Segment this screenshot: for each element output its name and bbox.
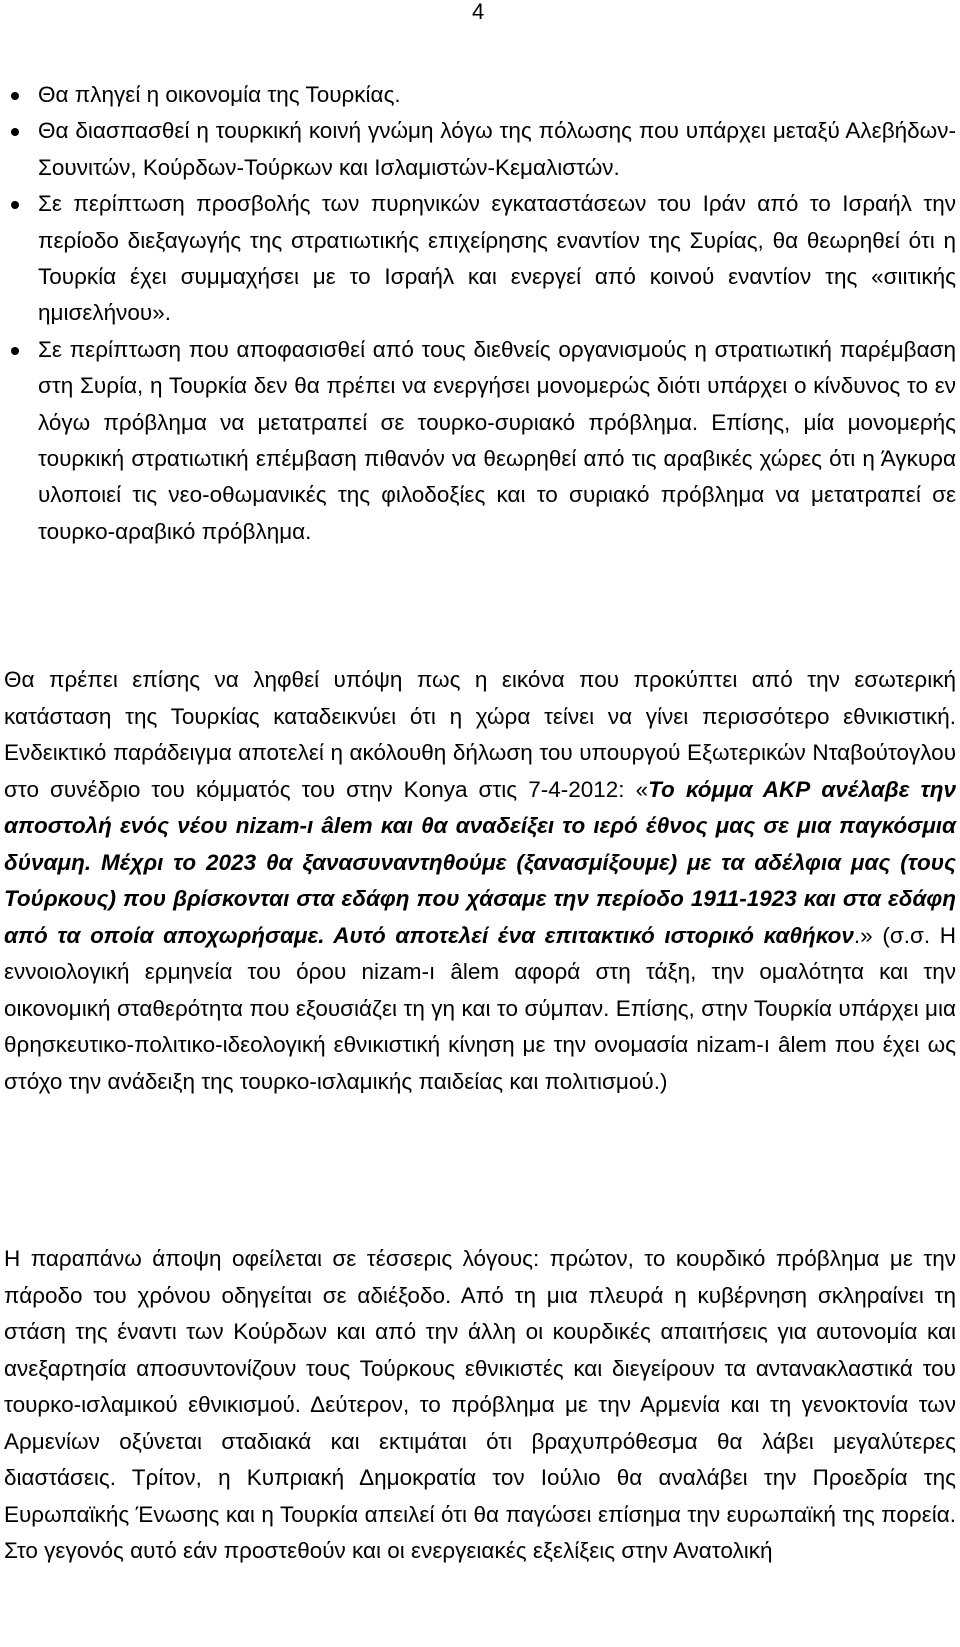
bullet-list — [4, 77, 956, 550]
bullet-icon — [11, 347, 19, 355]
list-item — [4, 77, 956, 113]
bullet-icon — [11, 92, 19, 100]
list-item-text: Θα διασπασθεί η τουρκική κοινή γνώμη λόγω της πόλωσης που υπάρχει μεταξύ Αλεβήδων-Σουνιτών, Κούρδων-Τούρκων και Ισλαμιστών-Κεμαλιστών. — [38, 118, 956, 180]
page-number: 4 — [472, 0, 485, 24]
bullet-icon — [11, 201, 19, 209]
list-item-text: Θα πληγεί η οικονομία της Τουρκίας. — [38, 82, 401, 107]
list-item-text: Σε περίπτωση που αποφασισθεί από τους διεθνείς οργανισμούς η στρατιωτική παρέμβαση στη Συρία, η Τουρκία δεν θα πρέπει να ενεργήσει μονομερώς διότι υπάρχει ο κίνδυνος το εν λόγω πρόβλημα να μετατραπεί σε τουρκο-συριακό πρόβλημα. Επίσης, μία μονομερής τουρκική στρατιωτική επέμβαση πιθανόν να θεωρηθεί από τις αραβικές χώρες ότι η Άγκυρα υλοποιεί τις νεο-οθωμανικές της φιλοδοξίες και το συριακό πρόβλημα να μετατραπεί σε τουρκο-αραβικό πρόβλημα. — [38, 336, 956, 544]
paragraph-reasons: Η παραπάνω άποψη οφείλεται σε τέσσερις λόγους: πρώτον, το κουρδικό πρόβλημα με την πάροδο του χρόνου οδηγείται σε αδιέξοδο. Από τη μια πλευρά η κυβέρνηση σκληραίνει τη στάση της έναντι των Κούρδων και από την άλλη οι κουρδικές απαιτήσεις για αυτονομία και ανεξαρτησία αποσυντονίζουν τους Τούρκους εθνικιστές και διεγείρουν τα αντανακλαστικά του τουρκο-ισλαμικού εθνικισμού. Δεύτερον, το πρόβλημα με την Αρμενία και τη γενοκτονία των Αρμενίων οξύνεται σταδιακά και εκτιμάται ότι βραχυπρόθεσμα θα λάβει μεγαλύτερες διαστάσεις. Τρίτον, η Κυπριακή Δημοκρατία τον Ιούλιο θα αναλάβει την Προεδρία της Ευρωπαϊκής Ένωσης και η Τουρκία απειλεί ότι θα παγώσει επίσημα την ευρωπαϊκή της πορεία. Στο γεγονός αυτό εάν προστεθούν και οι ενεργειακές εξελίξεις στην Ανατολική — [4, 1246, 956, 1563]
list-item — [4, 332, 956, 550]
paragraph-intro: Θα πρέπει επίσης να ληφθεί υπόψη πως η εικόνα που προκύπτει από την εσωτερική κατάσταση της Τουρκίας καταδεικνύει ότι η χώρα τείνει να γίνει περισσότερο εθνικιστική. Ενδεικτικό παράδειγμα αποτελεί η ακόλουθη δήλωση του υπουργού Εξωτερικών Νταβούτογλου στο συνέδριο του κόμματός του στην Konya στις 7-4-2012: « — [4, 667, 956, 802]
list-item — [4, 186, 956, 332]
bullet-icon — [11, 128, 19, 136]
quote-bold: Το κόμμα ΑΚΡ ανέλαβε την αποστολή ενός νέου nizam-ı âlem και θα αναδείξει το ιερό έθνος μας σε μια παγκόσμια δύναμη. Μέχρι το 2023 θα ξανασυναντηθούμε (ξανασμίξουμε) με τα αδέλφια μας (τους Τούρκους) που βρίσκονται στα εδάφη που χάσαμε την περίοδο 1911-1923 και στα εδάφη από τα οποία αποχωρήσαμε. Αυτό αποτελεί ένα επιτακτικό ιστορικό καθήκον — [4, 776, 956, 948]
paragraph-quote — [4, 662, 956, 1100]
list-item-text: Σε περίπτωση προσβολής των πυρηνικών εγκαταστάσεων του Ιράν από το Ισραήλ την περίοδο διεξαγωγής της στρατιωτικής επιχείρησης εναντίον της Συρίας, θα θεωρηθεί ότι η Τουρκία έχει συμμαχήσει με το Ισραήλ και ενεργεί από κοινού εναντίον της «σιιτικής ημισελήνου». — [38, 191, 956, 326]
list-item — [4, 113, 956, 186]
paragraph-note: .» (σ.σ. Η εννοιολογική ερμηνεία του όρου nizam-ı âlem αφορά στη τάξη, την ομαλότητα και την οικονομική σταθερότητα που εξουσιάζει τη γη και το σύμπαν. Επίσης, στην Τουρκία υπάρχει μια θρησκευτικο-πολιτικο-ιδεολογική εθνικιστική κίνηση με την ονομασία nizam-ı âlem που έχει ως στόχο την ανάδειξη της τουρκο-ισλαμικής παιδείας και πολιτισμού.) — [4, 922, 956, 1094]
